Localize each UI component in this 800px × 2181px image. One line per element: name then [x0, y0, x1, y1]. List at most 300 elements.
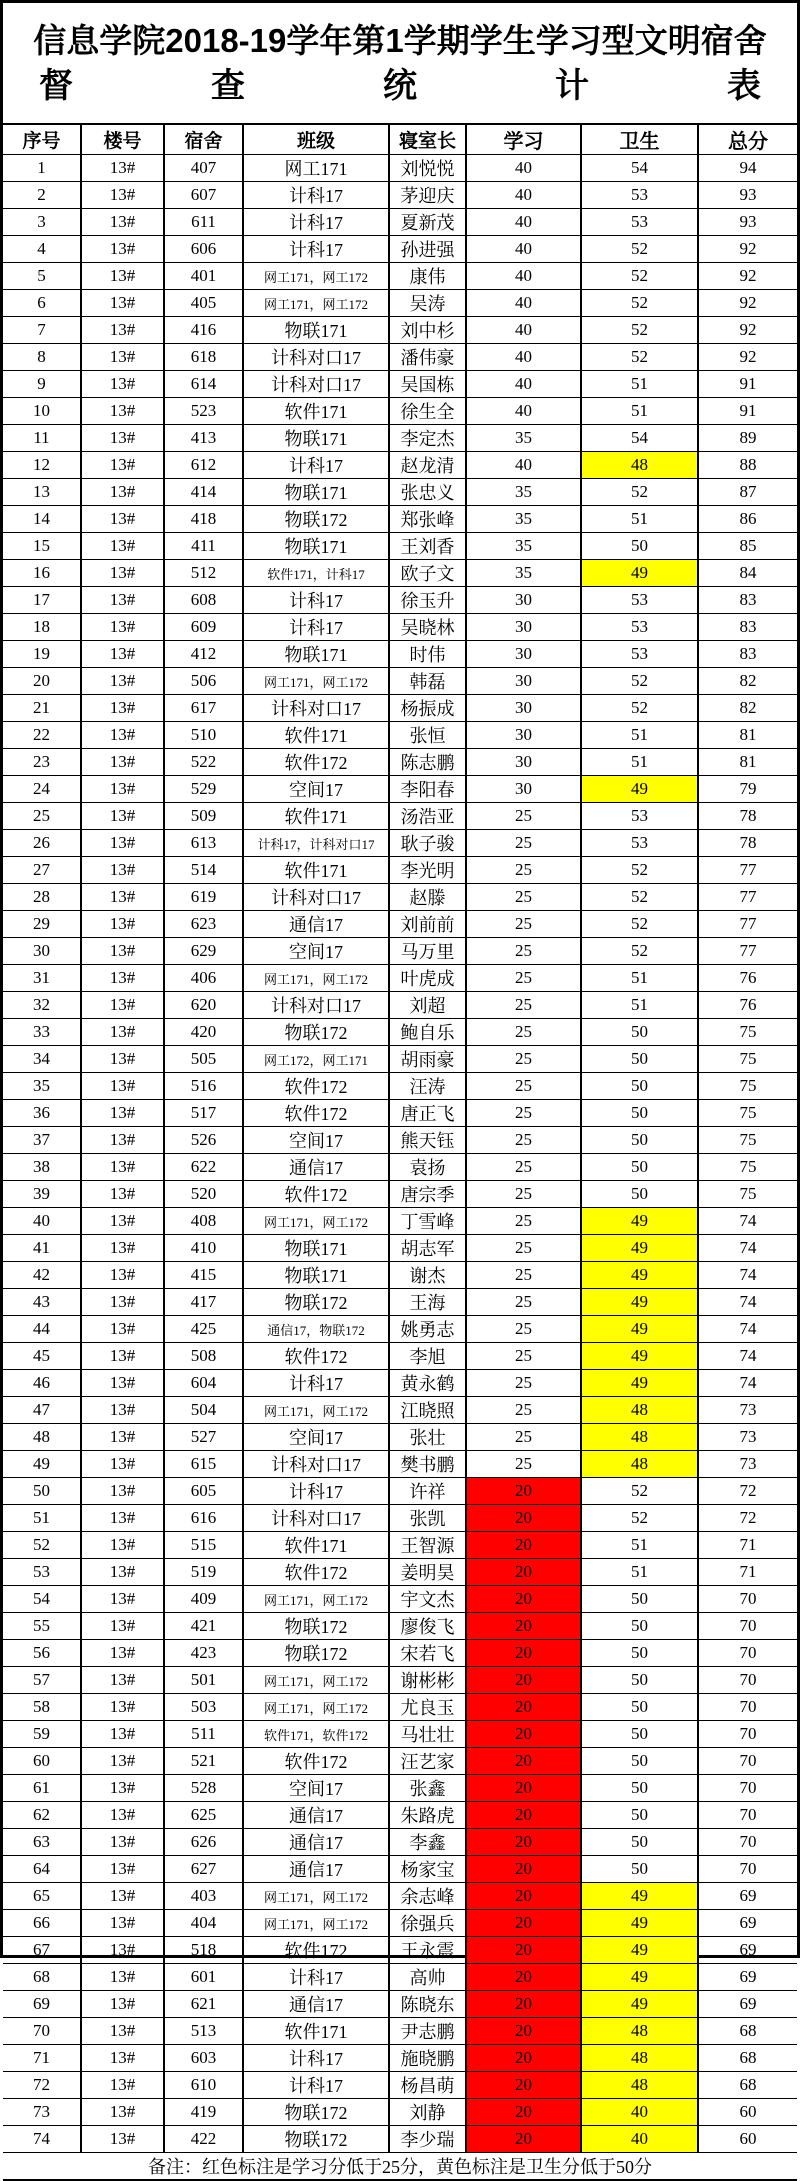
table-row	[3, 290, 797, 317]
cell-study-score: 25	[466, 911, 581, 938]
cell-index: 21	[3, 695, 81, 722]
cell-dorm: 508	[164, 1343, 243, 1370]
cell-total-score: 77	[698, 911, 797, 938]
cell-hygiene-score: 53	[581, 803, 698, 830]
cell-building: 13#	[81, 560, 164, 587]
cell-dorm: 503	[164, 1694, 243, 1721]
cell-building: 13#	[81, 1262, 164, 1289]
cell-hygiene-score: 48	[581, 2018, 698, 2045]
cell-leader: 尤良玉	[389, 1694, 466, 1721]
cell-study-score: 30	[466, 776, 581, 803]
table-row	[3, 1910, 797, 1937]
col-header-leader: 寝室长	[389, 124, 466, 155]
cell-leader: 朱路虎	[389, 1802, 466, 1829]
cell-index: 57	[3, 1667, 81, 1694]
cell-study-score: 20	[466, 1667, 581, 1694]
cell-leader: 袁扬	[389, 1154, 466, 1181]
cell-hygiene-score: 52	[581, 317, 698, 344]
cell-leader: 欧子文	[389, 560, 466, 587]
cell-building: 13#	[81, 1775, 164, 1802]
cell-dorm: 625	[164, 1802, 243, 1829]
cell-total-score: 84	[698, 560, 797, 587]
cell-leader: 刘中杉	[389, 317, 466, 344]
table-row	[3, 1829, 797, 1856]
cell-class: 计科对口17	[243, 992, 389, 1019]
cell-index: 15	[3, 533, 81, 560]
cell-leader: 宇文杰	[389, 1586, 466, 1613]
cell-total-score: 70	[698, 1856, 797, 1883]
cell-building: 13#	[81, 587, 164, 614]
cell-study-score: 35	[466, 425, 581, 452]
cell-building: 13#	[81, 155, 164, 182]
cell-study-score: 40	[466, 182, 581, 209]
cell-total-score: 82	[698, 668, 797, 695]
cell-class: 物联171	[243, 479, 389, 506]
cell-total-score: 75	[698, 1046, 797, 1073]
cell-total-score: 85	[698, 533, 797, 560]
cell-study-score: 35	[466, 560, 581, 587]
cell-study-score: 25	[466, 1181, 581, 1208]
cell-class: 网工171，网工172	[243, 290, 389, 317]
cell-dorm: 529	[164, 776, 243, 803]
cell-leader: 陈晓东	[389, 1991, 466, 2018]
cell-hygiene-score: 40	[581, 2126, 698, 2153]
cell-hygiene-score: 48	[581, 1397, 698, 1424]
cell-total-score: 86	[698, 506, 797, 533]
table-row	[3, 317, 797, 344]
cell-leader: 夏新茂	[389, 209, 466, 236]
cell-building: 13#	[81, 1343, 164, 1370]
cell-hygiene-score: 50	[581, 1073, 698, 1100]
cell-building: 13#	[81, 1910, 164, 1937]
cell-building: 13#	[81, 2126, 164, 2153]
cell-hygiene-score: 51	[581, 965, 698, 992]
table-row	[3, 1154, 797, 1181]
cell-class: 软件172	[243, 1343, 389, 1370]
cell-leader: 李鑫	[389, 1829, 466, 1856]
cell-index: 58	[3, 1694, 81, 1721]
col-header-class: 班级	[243, 124, 389, 155]
cell-dorm: 423	[164, 1640, 243, 1667]
cell-study-score: 20	[466, 1559, 581, 1586]
table-row	[3, 965, 797, 992]
cell-hygiene-score: 53	[581, 830, 698, 857]
cell-dorm: 409	[164, 1586, 243, 1613]
table-row	[3, 1019, 797, 1046]
cell-leader: 姚勇志	[389, 1316, 466, 1343]
cell-hygiene-score: 51	[581, 749, 698, 776]
cell-leader: 丁雪峰	[389, 1208, 466, 1235]
cell-class: 计科对口17	[243, 371, 389, 398]
cell-hygiene-score: 50	[581, 1721, 698, 1748]
footnote-row	[3, 2153, 797, 2181]
table-row	[3, 452, 797, 479]
cell-building: 13#	[81, 1046, 164, 1073]
cell-class: 网工171，网工172	[243, 965, 389, 992]
cell-index: 16	[3, 560, 81, 587]
cell-hygiene-score: 49	[581, 1289, 698, 1316]
cell-leader: 李定杰	[389, 425, 466, 452]
cell-total-score: 81	[698, 722, 797, 749]
cell-class: 软件171，软件172	[243, 1721, 389, 1748]
cell-total-score: 76	[698, 992, 797, 1019]
cell-dorm: 620	[164, 992, 243, 1019]
cell-dorm: 622	[164, 1154, 243, 1181]
cell-hygiene-score: 50	[581, 1775, 698, 1802]
cell-dorm: 511	[164, 1721, 243, 1748]
cell-building: 13#	[81, 317, 164, 344]
table-row	[3, 992, 797, 1019]
table-row	[3, 857, 797, 884]
cell-study-score: 20	[466, 2045, 581, 2072]
table-row	[3, 263, 797, 290]
cell-hygiene-score: 50	[581, 1586, 698, 1613]
cell-study-score: 25	[466, 1046, 581, 1073]
cell-total-score: 77	[698, 857, 797, 884]
table-row	[3, 1883, 797, 1910]
cell-index: 9	[3, 371, 81, 398]
cell-index: 33	[3, 1019, 81, 1046]
cell-index: 20	[3, 668, 81, 695]
cell-leader: 胡雨豪	[389, 1046, 466, 1073]
cell-study-score: 20	[466, 1937, 581, 1964]
cell-index: 10	[3, 398, 81, 425]
cell-hygiene-score: 52	[581, 695, 698, 722]
cell-class: 物联172	[243, 1613, 389, 1640]
cell-total-score: 74	[698, 1262, 797, 1289]
cell-index: 24	[3, 776, 81, 803]
cell-hygiene-score: 52	[581, 1478, 698, 1505]
cell-class: 计科17	[243, 2072, 389, 2099]
table-row	[3, 803, 797, 830]
cell-leader: 张鑫	[389, 1775, 466, 1802]
cell-index: 27	[3, 857, 81, 884]
cell-index: 60	[3, 1748, 81, 1775]
cell-study-score: 20	[466, 1856, 581, 1883]
cell-class: 物联172	[243, 1289, 389, 1316]
cell-index: 65	[3, 1883, 81, 1910]
cell-total-score: 93	[698, 209, 797, 236]
cell-leader: 姜明昊	[389, 1559, 466, 1586]
cell-index: 46	[3, 1370, 81, 1397]
cell-total-score: 94	[698, 155, 797, 182]
cell-index: 53	[3, 1559, 81, 1586]
cell-hygiene-score: 48	[581, 2045, 698, 2072]
table-row	[3, 1721, 797, 1748]
cell-leader: 张忠义	[389, 479, 466, 506]
cell-dorm: 406	[164, 965, 243, 992]
cell-study-score: 20	[466, 1505, 581, 1532]
cell-class: 计科17	[243, 587, 389, 614]
cell-dorm: 604	[164, 1370, 243, 1397]
cell-total-score: 74	[698, 1316, 797, 1343]
cell-study-score: 20	[466, 2126, 581, 2153]
cell-total-score: 74	[698, 1343, 797, 1370]
cell-building: 13#	[81, 1964, 164, 1991]
cell-index: 70	[3, 2018, 81, 2045]
cell-leader: 谢彬彬	[389, 1667, 466, 1694]
cell-index: 43	[3, 1289, 81, 1316]
cell-study-score: 25	[466, 1073, 581, 1100]
cell-index: 64	[3, 1856, 81, 1883]
cell-dorm: 610	[164, 2072, 243, 2099]
cell-hygiene-score: 49	[581, 776, 698, 803]
table-row	[3, 614, 797, 641]
cell-building: 13#	[81, 452, 164, 479]
cell-dorm: 609	[164, 614, 243, 641]
cell-dorm: 605	[164, 1478, 243, 1505]
cell-dorm: 606	[164, 236, 243, 263]
col-header-hygiene: 卫生	[581, 124, 698, 155]
cell-hygiene-score: 52	[581, 1505, 698, 1532]
table-row	[3, 2018, 797, 2045]
table-row	[3, 1073, 797, 1100]
cell-index: 14	[3, 506, 81, 533]
cell-dorm: 422	[164, 2126, 243, 2153]
cell-hygiene-score: 50	[581, 1127, 698, 1154]
table-row	[3, 1451, 797, 1478]
cell-index: 48	[3, 1424, 81, 1451]
cell-building: 13#	[81, 1208, 164, 1235]
cell-leader: 王刘香	[389, 533, 466, 560]
cell-total-score: 74	[698, 1289, 797, 1316]
cell-class: 物联172	[243, 506, 389, 533]
cell-leader: 潘伟豪	[389, 344, 466, 371]
table-row	[3, 1802, 797, 1829]
cell-dorm: 528	[164, 1775, 243, 1802]
table-row	[3, 1046, 797, 1073]
cell-study-score: 25	[466, 1316, 581, 1343]
cell-class: 物联171	[243, 425, 389, 452]
cell-study-score: 25	[466, 1208, 581, 1235]
cell-study-score: 30	[466, 614, 581, 641]
cell-hygiene-score: 49	[581, 1910, 698, 1937]
cell-class: 通信17	[243, 1856, 389, 1883]
cell-hygiene-score: 50	[581, 1829, 698, 1856]
cell-building: 13#	[81, 398, 164, 425]
cell-building: 13#	[81, 803, 164, 830]
cell-total-score: 87	[698, 479, 797, 506]
cell-leader: 刘静	[389, 2099, 466, 2126]
cell-index: 32	[3, 992, 81, 1019]
cell-study-score: 20	[466, 1721, 581, 1748]
cell-dorm: 412	[164, 641, 243, 668]
cell-total-score: 75	[698, 1181, 797, 1208]
cell-study-score: 20	[466, 1478, 581, 1505]
cell-study-score: 40	[466, 371, 581, 398]
table-row	[3, 533, 797, 560]
cell-total-score: 75	[698, 1154, 797, 1181]
cell-dorm: 411	[164, 533, 243, 560]
cell-hygiene-score: 52	[581, 290, 698, 317]
cell-total-score: 92	[698, 290, 797, 317]
cell-dorm: 407	[164, 155, 243, 182]
cell-total-score: 74	[698, 1208, 797, 1235]
cell-total-score: 73	[698, 1424, 797, 1451]
cell-leader: 张恒	[389, 722, 466, 749]
cell-class: 物联171	[243, 533, 389, 560]
table-row	[3, 1289, 797, 1316]
cell-total-score: 91	[698, 371, 797, 398]
cell-total-score: 73	[698, 1397, 797, 1424]
cell-index: 18	[3, 614, 81, 641]
cell-class: 计科17	[243, 1964, 389, 1991]
col-header-total: 总分	[698, 124, 797, 155]
cell-leader: 吴国栋	[389, 371, 466, 398]
cell-hygiene-score: 48	[581, 452, 698, 479]
cell-class: 计科17	[243, 1478, 389, 1505]
cell-total-score: 71	[698, 1532, 797, 1559]
cell-class: 计科对口17	[243, 344, 389, 371]
cell-dorm: 510	[164, 722, 243, 749]
cell-class: 物联172	[243, 2099, 389, 2126]
cell-dorm: 612	[164, 452, 243, 479]
cell-study-score: 20	[466, 1586, 581, 1613]
table-row	[3, 2126, 797, 2153]
cell-leader: 汪艺家	[389, 1748, 466, 1775]
cell-total-score: 75	[698, 1100, 797, 1127]
cell-dorm: 415	[164, 1262, 243, 1289]
cell-building: 13#	[81, 1856, 164, 1883]
cell-building: 13#	[81, 1694, 164, 1721]
cell-dorm: 520	[164, 1181, 243, 1208]
cell-total-score: 82	[698, 695, 797, 722]
cell-dorm: 522	[164, 749, 243, 776]
cell-class: 计科对口17	[243, 1451, 389, 1478]
cell-hygiene-score: 51	[581, 992, 698, 1019]
cell-building: 13#	[81, 1505, 164, 1532]
table-row	[3, 1127, 797, 1154]
cell-index: 1	[3, 155, 81, 182]
cell-class: 计科17	[243, 614, 389, 641]
cell-leader: 唐宗季	[389, 1181, 466, 1208]
table-row	[3, 1424, 797, 1451]
cell-study-score: 20	[466, 1694, 581, 1721]
cell-building: 13#	[81, 1397, 164, 1424]
cell-dorm: 617	[164, 695, 243, 722]
cell-dorm: 523	[164, 398, 243, 425]
table-row	[3, 1667, 797, 1694]
cell-building: 13#	[81, 695, 164, 722]
cell-index: 50	[3, 1478, 81, 1505]
cell-study-score: 25	[466, 1019, 581, 1046]
cell-class: 软件172	[243, 1748, 389, 1775]
cell-index: 71	[3, 2045, 81, 2072]
cell-building: 13#	[81, 614, 164, 641]
cell-class: 软件172	[243, 749, 389, 776]
cell-leader: 郑张峰	[389, 506, 466, 533]
cell-hygiene-score: 48	[581, 2072, 698, 2099]
cell-hygiene-score: 53	[581, 614, 698, 641]
cell-dorm: 626	[164, 1829, 243, 1856]
cell-class: 软件171	[243, 2018, 389, 2045]
table-row	[3, 1586, 797, 1613]
cell-hygiene-score: 50	[581, 1154, 698, 1181]
cell-leader: 江晓照	[389, 1397, 466, 1424]
cell-study-score: 20	[466, 1910, 581, 1937]
cell-building: 13#	[81, 2072, 164, 2099]
cell-hygiene-score: 50	[581, 533, 698, 560]
cell-dorm: 521	[164, 1748, 243, 1775]
cell-index: 5	[3, 263, 81, 290]
cell-total-score: 69	[698, 1937, 797, 1964]
cell-hygiene-score: 52	[581, 479, 698, 506]
cell-study-score: 25	[466, 830, 581, 857]
table-row	[3, 749, 797, 776]
cell-dorm: 517	[164, 1100, 243, 1127]
table-row	[3, 695, 797, 722]
cell-building: 13#	[81, 1478, 164, 1505]
cell-class: 通信17	[243, 911, 389, 938]
cell-class: 网工171，网工172	[243, 1883, 389, 1910]
cell-hygiene-score: 51	[581, 722, 698, 749]
table-row	[3, 1235, 797, 1262]
cell-study-score: 20	[466, 1829, 581, 1856]
cell-dorm: 421	[164, 1613, 243, 1640]
cell-class: 网工171，网工172	[243, 668, 389, 695]
cell-dorm: 627	[164, 1856, 243, 1883]
table-row	[3, 830, 797, 857]
cell-index: 23	[3, 749, 81, 776]
cell-hygiene-score: 51	[581, 1532, 698, 1559]
cell-total-score: 69	[698, 1910, 797, 1937]
cell-building: 13#	[81, 506, 164, 533]
cell-study-score: 40	[466, 236, 581, 263]
cell-hygiene-score: 53	[581, 587, 698, 614]
cell-study-score: 35	[466, 479, 581, 506]
cell-dorm: 413	[164, 425, 243, 452]
cell-index: 44	[3, 1316, 81, 1343]
cell-building: 13#	[81, 1937, 164, 1964]
cell-index: 37	[3, 1127, 81, 1154]
cell-building: 13#	[81, 236, 164, 263]
table-row	[3, 425, 797, 452]
cell-total-score: 92	[698, 263, 797, 290]
cell-index: 12	[3, 452, 81, 479]
cell-hygiene-score: 50	[581, 1667, 698, 1694]
cell-index: 56	[3, 1640, 81, 1667]
table-row	[3, 1316, 797, 1343]
cell-total-score: 69	[698, 1964, 797, 1991]
cell-total-score: 70	[698, 1802, 797, 1829]
cell-dorm: 621	[164, 1991, 243, 2018]
cell-index: 26	[3, 830, 81, 857]
cell-total-score: 81	[698, 749, 797, 776]
cell-class: 计科17	[243, 452, 389, 479]
cell-dorm: 419	[164, 2099, 243, 2126]
cell-building: 13#	[81, 722, 164, 749]
cell-study-score: 25	[466, 857, 581, 884]
cell-hygiene-score: 53	[581, 182, 698, 209]
cell-study-score: 20	[466, 1991, 581, 2018]
cell-building: 13#	[81, 1370, 164, 1397]
cell-hygiene-score: 49	[581, 1937, 698, 1964]
cell-building: 13#	[81, 263, 164, 290]
cell-leader: 徐强兵	[389, 1910, 466, 1937]
table-row	[3, 398, 797, 425]
cell-study-score: 20	[466, 1802, 581, 1829]
cell-dorm: 601	[164, 1964, 243, 1991]
cell-total-score: 60	[698, 2099, 797, 2126]
cell-dorm: 615	[164, 1451, 243, 1478]
cell-dorm: 608	[164, 587, 243, 614]
cell-class: 通信17	[243, 1154, 389, 1181]
cell-building: 13#	[81, 1451, 164, 1478]
cell-class: 计科17	[243, 2045, 389, 2072]
cell-class: 计科17	[243, 182, 389, 209]
cell-index: 4	[3, 236, 81, 263]
cell-study-score: 20	[466, 1532, 581, 1559]
